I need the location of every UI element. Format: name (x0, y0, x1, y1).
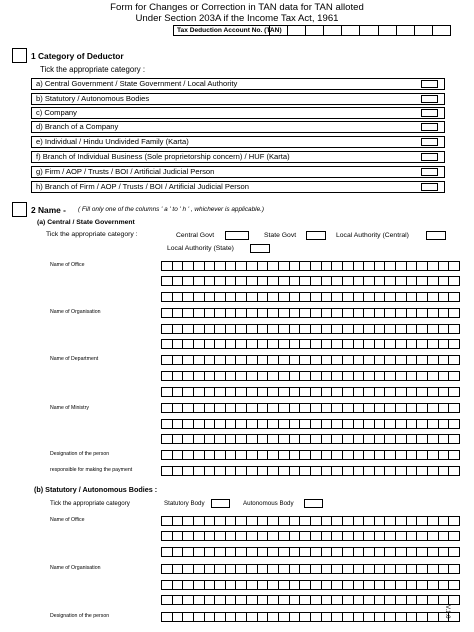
b-organisation-grid[interactable] (161, 564, 460, 574)
office-grid[interactable] (161, 261, 460, 271)
section2-note: ( Fill only one of the columns ' a ' to ' h ' , whichever is applicable.) (78, 206, 265, 213)
label-organisation: Name of Organisation (50, 309, 101, 315)
option-checkbox[interactable] (421, 95, 438, 103)
option-checkbox[interactable] (421, 109, 438, 117)
option-checkbox[interactable] (421, 138, 438, 146)
category-option-f[interactable] (31, 151, 445, 163)
option-label: c) Company (36, 108, 77, 117)
option-label: b) Statutory / Autonomous Bodies (36, 94, 150, 103)
designation-grid[interactable] (161, 466, 460, 476)
organisation-grid[interactable] (161, 308, 460, 318)
option-label: e) Individual / Hindu Undivided Family (Karta) (36, 137, 189, 146)
choice-local-state: Local Authority (State) (167, 245, 234, 252)
tan-input-cells[interactable] (270, 26, 450, 35)
department-grid[interactable] (161, 355, 460, 365)
b-office-grid[interactable] (161, 531, 460, 541)
ministry-grid[interactable] (161, 403, 460, 413)
tan-label: Tax Deduction Account No. (TAN) (174, 26, 270, 35)
option-checkbox[interactable] (421, 153, 438, 161)
option-checkbox[interactable] (421, 168, 438, 176)
b-office-grid[interactable] (161, 547, 460, 557)
tan-field[interactable] (173, 25, 451, 36)
label-b-designation: Designation of the person (50, 613, 110, 619)
version-label: V.1.0 (444, 605, 450, 619)
form-title-line2: Under Section 203A if the Income Tax Act, 1961 (135, 13, 339, 24)
section1-instruction: Tick the appropriate category : (40, 65, 146, 74)
option-checkbox[interactable] (421, 123, 438, 131)
sub-a-title: (a) Central / State Government (37, 219, 135, 226)
label-b-office: Name of Office (50, 517, 85, 523)
label-ministry: Name of Ministry (50, 405, 89, 411)
office-grid[interactable] (161, 276, 460, 286)
state-govt-checkbox[interactable] (306, 231, 326, 240)
label-designation: Designation of the person (50, 451, 110, 457)
organisation-grid[interactable] (161, 339, 460, 349)
option-label: f) Branch of Individual Business (Sole proprietorship concern) / HUF (Karta) (36, 152, 290, 161)
choice-local-central: Local Authority (Central) (336, 232, 409, 239)
category-option-c[interactable] (31, 107, 445, 119)
section2-title: 2 Name - (31, 205, 66, 215)
section2-checkbox[interactable] (12, 202, 27, 217)
local-central-checkbox[interactable] (426, 231, 446, 240)
option-checkbox[interactable] (421, 183, 438, 191)
choice-autonomous-body: Autonomous Body (243, 500, 294, 507)
department-grid[interactable] (161, 387, 460, 397)
section1-checkbox[interactable] (12, 48, 27, 63)
ministry-grid[interactable] (161, 434, 460, 444)
category-option-d[interactable] (31, 121, 445, 133)
label-department: Name of Department (50, 356, 99, 362)
sub-b-instruction: Tick the appropriate category (50, 500, 130, 507)
choice-state-govt: State Govt (264, 232, 297, 239)
section1-title: 1 Category of Deductor (31, 51, 124, 61)
sub-a-instruction: Tick the appropriate category : (46, 231, 138, 238)
option-label: a) Central Government / State Government / Local Authority (36, 79, 238, 88)
option-label: h) Branch of Firm / AOP / Trusts / BOI / Artificial Judicial Person (36, 182, 249, 191)
organisation-grid[interactable] (161, 324, 460, 334)
local-state-checkbox[interactable] (250, 244, 270, 253)
choice-statutory-body: Statutory Body (164, 500, 205, 507)
central-govt-checkbox[interactable] (225, 231, 249, 240)
form-title-line1: Form for Changes or Correction in TAN data for TAN alloted (110, 2, 364, 13)
ministry-grid[interactable] (161, 419, 460, 429)
b-designation-grid[interactable] (161, 612, 460, 622)
category-option-h[interactable] (31, 181, 445, 193)
category-option-b[interactable] (31, 93, 445, 105)
label-b-organisation: Name of Organisation (50, 565, 101, 571)
statutory-body-checkbox[interactable] (211, 499, 230, 508)
label-office: Name of Office (50, 262, 85, 268)
b-organisation-grid[interactable] (161, 580, 460, 590)
option-label: d) Branch of a Company (36, 122, 119, 131)
b-office-grid[interactable] (161, 516, 460, 526)
autonomous-body-checkbox[interactable] (304, 499, 323, 508)
department-grid[interactable] (161, 371, 460, 381)
designation-grid[interactable] (161, 450, 460, 460)
category-option-e[interactable] (31, 136, 445, 148)
b-organisation-grid[interactable] (161, 595, 460, 605)
office-grid[interactable] (161, 292, 460, 302)
option-checkbox[interactable] (421, 80, 438, 88)
category-option-a[interactable] (31, 78, 445, 90)
sub-b-title: (b) Statutory / Autonomous Bodies : (34, 485, 158, 494)
option-label: g) Firm / AOP / Trusts / BOI / Artificial Judicial Person (36, 167, 215, 176)
label-designation-cont: responsible for making the payment (50, 467, 133, 473)
choice-central-govt: Central Govt (176, 232, 215, 239)
category-option-g[interactable] (31, 166, 445, 178)
